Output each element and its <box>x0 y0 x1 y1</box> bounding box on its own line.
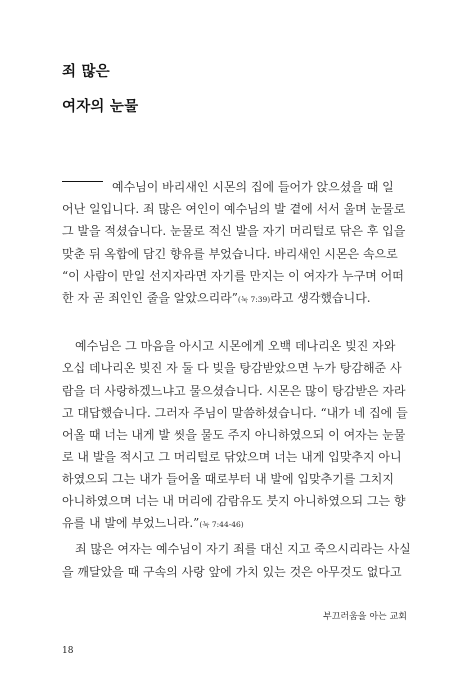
body-line-17: 을 깨달았을 때 구속의 사랑 앞에 가치 있는 것은 아무것도 없다고 <box>62 565 402 579</box>
body-line-15 <box>62 515 378 533</box>
body-line-2: 어난 일입니다. 죄 많은 여인이 예수님의 발 곁에 서서 울며 눈물로 <box>62 202 406 216</box>
body-line-6b <box>62 290 378 308</box>
body-line-7: 예수님은 그 마음을 아시고 시몬에게 오백 데나리온 빚진 자와 <box>75 339 396 353</box>
body-line-3: 그 발을 적셨습니다. 눈물로 적신 발을 자기 머리털로 닦은 후 입을 <box>62 224 406 238</box>
body-line-6-tail: 라고 생각했습니다. <box>270 291 371 305</box>
body-line-11: 어올 때 너는 내게 발 씻을 물도 주지 아니하였으되 이 여자는 눈물 <box>62 428 406 442</box>
body-line-12: 로 내 발을 적시고 그 머리털로 닦았으며 너는 내게 입맞추지 아니 <box>62 450 402 464</box>
body-line-9: 람을 더 사랑하겠느냐고 물으셨습니다. 시몬은 많이 탕감받은 자라 <box>62 384 406 398</box>
body-line-16: 죄 많은 여자는 예수님이 자기 죄를 대신 지고 죽으시리라는 사실 <box>75 542 411 556</box>
citation-luke-7-39: (눅 7:39) <box>237 295 271 304</box>
chapter-title-line-1: 죄 많은 <box>62 64 110 80</box>
page-number: 18 <box>62 646 74 656</box>
body-line-6-text: 한 자 곧 죄인인 줄을 알았으리라” <box>62 291 238 305</box>
chapter-rule <box>62 181 103 182</box>
body-line-14: 아니하였으며 너는 내 머리에 감람유도 붓지 아니하였으되 그는 향 <box>62 494 406 508</box>
body-line-13: 하였으되 그는 내가 들어올 때로부터 내 발에 입맞추기를 그치지 <box>62 472 394 486</box>
body-line-8: 오십 데나리온 빚진 자 둘 다 빚을 탕감받았으면 누가 탕감해준 사 <box>62 361 402 375</box>
body-line-1: 예수님이 바리새인 시몬의 집에 들어가 앉으셨을 때 일 <box>112 180 394 194</box>
body-line-10: 고 대답했습니다. 그러자 주님이 말씀하셨습니다. “내가 네 집에 들 <box>62 406 408 420</box>
body-line-4: 맞춘 뒤 옥합에 담긴 향유를 부었습니다. 바리새인 시몬은 속으로 <box>62 247 398 261</box>
body-line-5: “이 사람이 만일 선지자라면 자기를 만지는 이 여자가 누구며 어떠 <box>62 269 404 283</box>
citation-luke-7-44-46: (눅 7:44-46) <box>199 520 244 529</box>
chapter-title-line-2: 여자의 눈물 <box>62 99 139 115</box>
running-title: 부끄러움을 아는 교회 <box>323 612 407 622</box>
body-line-15-text: 유를 내 발에 부었느니라.” <box>62 516 200 530</box>
